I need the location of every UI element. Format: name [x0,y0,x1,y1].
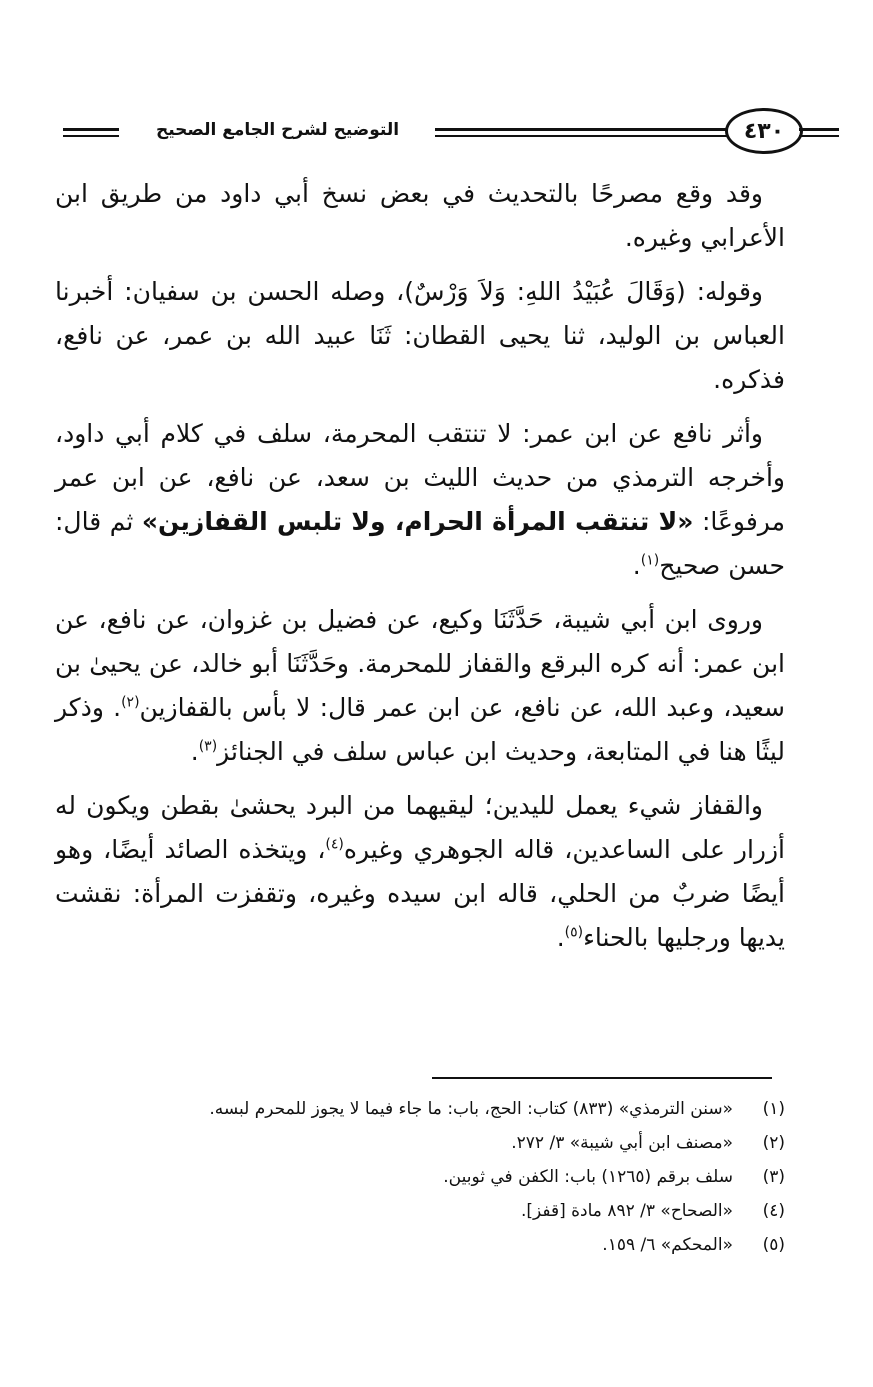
paragraph-3 [55,412,785,588]
header-rule-right [435,128,735,137]
paragraph-4-end: . [190,737,199,766]
footnote-separator [432,1077,772,1079]
footnotes [55,1092,785,1262]
footnote-number: (٤) [762,1201,785,1221]
paragraph-4 [55,598,785,774]
paragraph-3-text-b: ثم قال: حسن صحيح [55,507,785,580]
footnote-number: (٥) [762,1235,785,1255]
page-number: ٤٣٠ [725,108,803,154]
footnote-text: «المحكم» ٦/ ١٥٩. [602,1235,733,1255]
footnote-number: (٣) [762,1167,785,1187]
paragraph-4-text-b: . وذكر ليثًا هنا في المتابعة، وحديث ابن عباس سلف في الجنائز [55,693,785,766]
paragraph-5-end: . [556,923,565,952]
paragraph-5-text-b: ، ويتخذه الصائد أيضًا، وهو أيضًا ضربٌ من الحلي، قاله ابن سيده وغيره، وتقفزت المرأة: نقشت يديها ورجليها بالحناء [55,835,785,952]
footnote-ref-3[interactable]: (٣) [198,738,218,755]
paragraph-4-text-a: وروى ابن أبي شيبة، حَدَّثَنَا وكيع، عن فضيل بن غزوان، عن نافع، عن ابن عمر: أنه كره البرقع والقفاز للمحرمة. وحَدَّثَنَا أبو خالد، عن يحيىٰ بن سعيد، وعبد الله، عن نافع، عن ابن عمر قال: لا بأس بالقفازين [55,605,785,722]
footnote-ref-5[interactable]: (٥) [564,924,584,941]
footnote-text: «مصنف ابن أبي شيبة» ٣/ ٢٧٢. [511,1133,733,1153]
footnote-number: (٢) [762,1133,785,1153]
header-rule-tail [799,128,839,137]
footnote-text: «سنن الترمذي» (٨٣٣) كتاب: الحج، باب: ما جاء فيما لا يجوز للمحرم لبسه. [209,1099,733,1119]
footnote-text: «الصحاح» ٣/ ٨٩٢ مادة [قفز]. [520,1201,733,1221]
running-header [55,108,790,158]
footnote-text: سلف برقم (١٢٦٥) باب: الكفن في ثوبين. [443,1167,733,1187]
footnote-ref-4[interactable]: (٤) [325,836,344,853]
footnote-item [55,1092,785,1126]
footnote-number: (١) [762,1099,785,1119]
footnote-item [55,1126,785,1160]
footnote-ref-1[interactable]: (١) [640,552,660,569]
footnote-ref-2[interactable]: (٢) [121,694,140,711]
paragraph-5 [55,784,785,960]
paragraph-2: وقوله: (وَقَالَ عُبَيْدُ اللهِ: وَلاَ وَرْسٌ)، وصله الحسن بن سفيان: أخبرنا العباس بن الوليد، ثنا يحيى القطان: ثَنَا عبيد الله بن عمر، عن نافع، فذكره. [55,277,785,394]
hadith-quote: «لا تنتقب المرأة الحرام، ولا تلبس القفازين» [141,507,694,536]
main-text [55,172,785,970]
footnote-item [55,1194,785,1228]
footnote-item [55,1228,785,1262]
footnote-item [55,1160,785,1194]
paragraph-1: وقد وقع مصرحًا بالتحديث في بعض نسخ أبي داود من طريق ابن الأعرابي وغيره. [55,179,785,252]
paragraph-3-end: . [632,551,641,580]
paragraph-5-text-a: والقفاز شيء يعمل لليدين؛ ليقيهما من البرد يحشىٰ بقطن ويكون له أزرار على الساعدين، قاله الجوهري وغيره [55,791,785,864]
header-rule-left [63,128,119,137]
running-title: التوضيح لشرح الجامع الصحيح [155,120,400,140]
paragraph-3-text-a: وأثر نافع عن ابن عمر: لا تنتقب المحرمة، سلف في كلام أبي داود، وأخرجه الترمذي من حديث الليث بن سعد، عن نافع، عن ابن عمر مرفوعًا: [55,419,785,536]
